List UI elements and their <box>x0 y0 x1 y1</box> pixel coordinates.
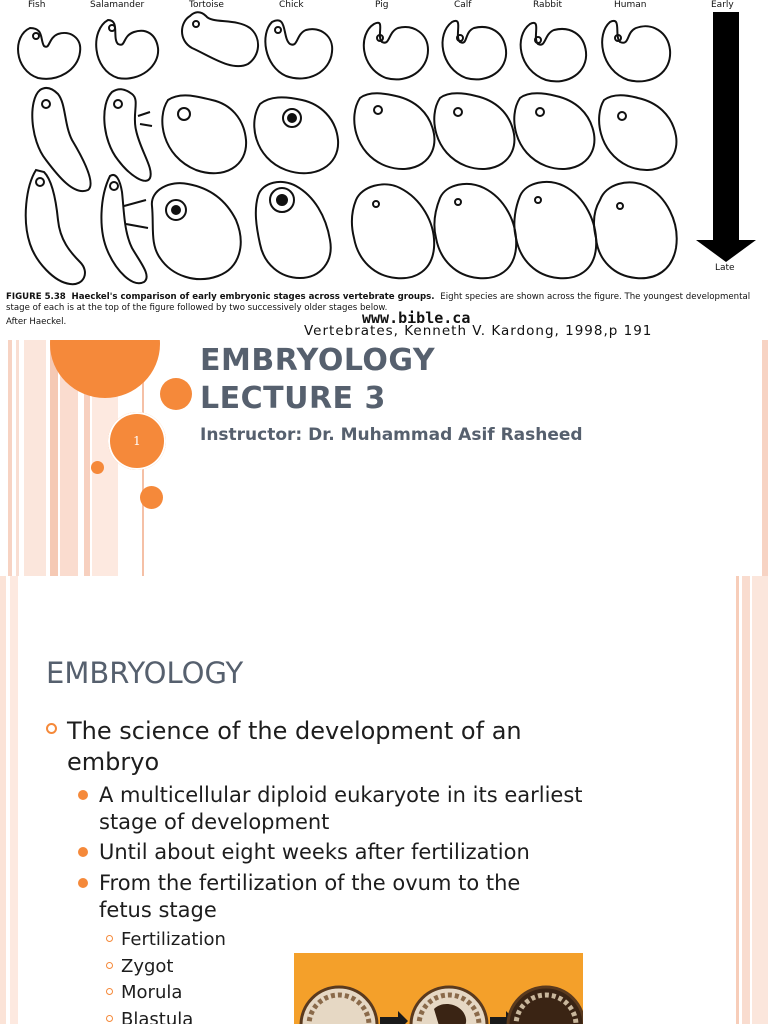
embryo-calf-middle <box>434 93 514 169</box>
figure-caption-after: After Haeckel. <box>6 317 67 327</box>
species-label-tortoise: Tortoise <box>189 0 224 10</box>
decorative-circle <box>160 378 192 410</box>
decorative-stripe <box>742 576 750 1024</box>
embryo-fish-late <box>26 170 85 284</box>
bullet-ring-icon <box>106 935 113 942</box>
figure-caption-title: Haeckel's comparison of early embryonic stages across vertebrate groups. <box>71 292 435 302</box>
slide-number-badge: 1 <box>108 412 166 470</box>
figure-caption-label: FIGURE 5.38 <box>6 292 66 302</box>
embryo-calf-early <box>443 21 507 80</box>
bullet-ring-icon <box>46 723 57 734</box>
bullet-ring-icon <box>106 1015 113 1022</box>
slide-title-line1: EMBRYOLOGY <box>200 343 436 378</box>
bullet-level3 <box>106 955 173 979</box>
cell-division-image <box>294 953 583 1024</box>
haeckel-embryo-figure <box>0 0 768 340</box>
embryo-rabbit-late <box>514 182 596 278</box>
embryo-drawings <box>0 0 700 290</box>
species-label-salamander: Salamander <box>90 0 145 10</box>
decorative-stripe <box>762 340 768 576</box>
slide-title-line2: LECTURE 3 <box>200 381 386 416</box>
embryo-tortoise-early <box>182 12 258 66</box>
bullet-text: A multicellular diploid eukaryote in its earliest stage of development <box>99 783 583 834</box>
time-arrow-shaft <box>713 12 739 244</box>
content-slide <box>0 576 768 1024</box>
embryo-rabbit-early <box>521 23 586 82</box>
bullet-text: Fertilization <box>121 929 226 950</box>
embryo-chick-late <box>256 182 331 278</box>
species-label-calf: Calf <box>454 0 472 10</box>
bullet-level3 <box>106 1008 193 1024</box>
species-label-rabbit: Rabbit <box>533 0 563 10</box>
embryo-chick-early <box>265 20 332 78</box>
decorative-stripe <box>752 576 768 1024</box>
content-slide-title: EMBRYOLOGY <box>46 656 244 690</box>
embryo-calf-late <box>434 184 516 278</box>
bullet-level2 <box>78 870 538 924</box>
bullet-level2 <box>78 782 638 836</box>
bullet-level3 <box>106 981 182 1005</box>
bullet-text: Zygot <box>121 956 174 977</box>
decorative-stripe <box>0 576 6 1024</box>
embryo-pig-late <box>352 184 434 278</box>
bullet-text: Until about eight weeks after fertilization <box>99 840 530 864</box>
embryo-salamander-early <box>96 20 158 79</box>
time-label-early: Early <box>711 0 734 10</box>
figure-caption-body: Eight species are shown across the figure. The youngest developmental stage of each is at the top of the figure followed by two successively older stages below. <box>6 292 751 313</box>
embryo-chick-middle <box>254 97 338 173</box>
bullet-ring-icon <box>106 988 113 995</box>
bullet-level2 <box>78 839 638 866</box>
title-slide <box>0 340 768 576</box>
figure-citation: Vertebrates, Kenneth V. Kardong, 1998,p 191 <box>304 323 653 339</box>
bullet-text: Morula <box>121 982 183 1003</box>
bullet-text: Blastula <box>121 1009 194 1024</box>
time-label-late: Late <box>715 263 735 273</box>
bullet-level3 <box>106 928 226 952</box>
slide-title <box>200 342 435 418</box>
embryo-tortoise-late <box>152 183 241 279</box>
decorative-stripe <box>24 340 46 576</box>
cell-stages-illustration <box>294 953 583 1024</box>
bullet-ring-icon <box>106 962 113 969</box>
embryo-human-early <box>602 21 670 82</box>
decorative-stripe <box>16 340 19 576</box>
decorative-stripe <box>8 340 12 576</box>
embryo-salamander-middle <box>104 89 152 181</box>
species-label-fish: Fish <box>28 0 46 10</box>
species-label-chick: Chick <box>279 0 304 10</box>
embryo-fish-early <box>18 28 80 79</box>
time-arrow-head <box>696 240 756 262</box>
decorative-circle-small <box>91 461 104 474</box>
embryo-fish-middle <box>32 88 90 191</box>
bullet-text: The science of the development of an embryo <box>67 717 522 776</box>
species-label-pig: Pig <box>375 0 389 10</box>
embryo-rabbit-middle <box>514 93 594 169</box>
species-label-human: Human <box>614 0 647 10</box>
decorative-stripe <box>50 340 58 576</box>
embryo-pig-early <box>364 23 428 80</box>
bullet-text: From the fertilization of the ovum to the fetus stage <box>99 871 521 922</box>
decorative-circle <box>140 486 163 509</box>
bullet-level1 <box>46 716 546 778</box>
decorative-stripe <box>10 576 18 1024</box>
bullet-dot-icon <box>78 847 88 857</box>
embryo-pig-middle <box>354 93 434 169</box>
instructor-name: Instructor: Dr. Muhammad Asif Rasheed <box>200 425 583 445</box>
embryo-tortoise-middle <box>162 95 246 173</box>
bullet-dot-icon <box>78 790 88 800</box>
figure-watermark-url: www.bible.ca <box>362 309 471 327</box>
embryo-human-middle <box>599 95 676 170</box>
decorative-stripe <box>736 576 739 1024</box>
bullet-dot-icon <box>78 878 88 888</box>
embryo-salamander-late <box>101 175 148 283</box>
embryo-human-late <box>594 182 677 278</box>
